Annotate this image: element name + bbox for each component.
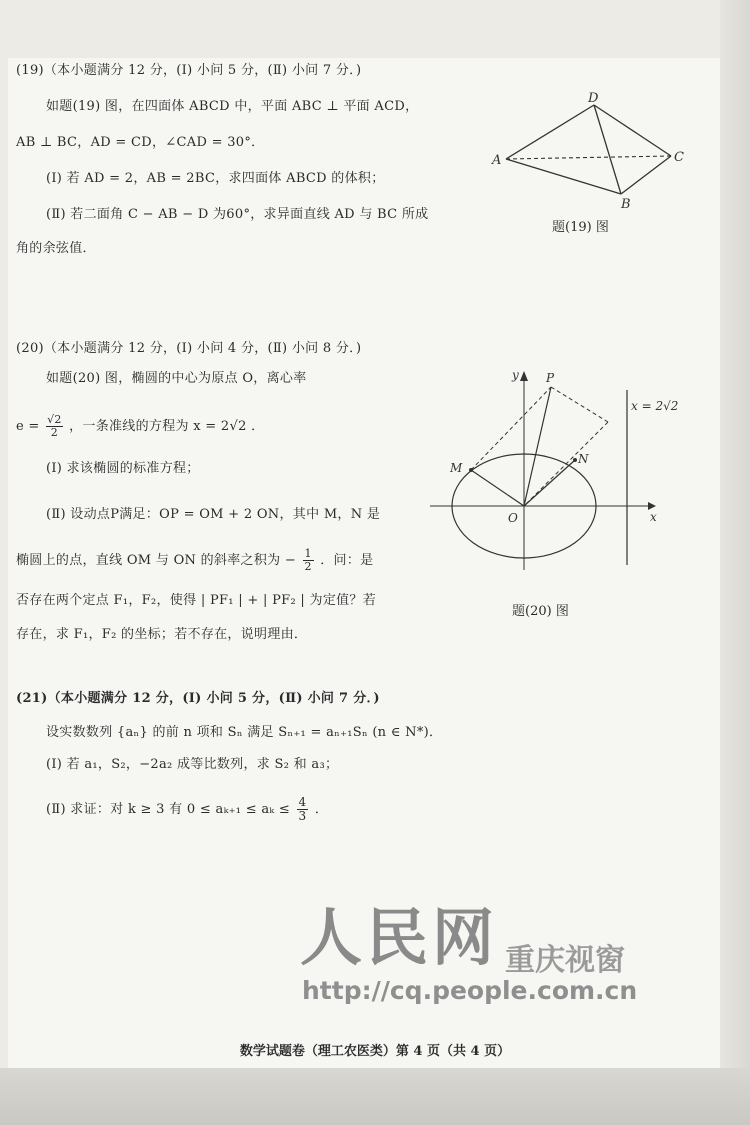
q20-slope-denominator: 2 bbox=[304, 560, 312, 573]
q19-line2: AB ⊥ BC，AD = CD，∠CAD = 30°． bbox=[16, 135, 265, 150]
q20-line2 bbox=[16, 414, 264, 439]
watermark-url: http://cq.people.com.cn bbox=[302, 976, 638, 1005]
q20-part2b-text: 椭圆上的点，直线 OM 与 ON 的斜率之积为 − bbox=[16, 553, 297, 568]
q20-slope-fraction bbox=[303, 548, 314, 573]
q20-part2a: (Ⅱ) 设动点P满足：OP = OM + 2 ON，其中 M，N 是 bbox=[46, 507, 381, 522]
page-shadow-bottom bbox=[0, 1068, 750, 1125]
q19-label-b: B bbox=[621, 197, 631, 212]
page-shadow-right bbox=[720, 0, 750, 1125]
q20-label-y: y bbox=[512, 368, 519, 382]
q21-bound-fraction bbox=[297, 796, 309, 823]
q20-label-m: M bbox=[450, 461, 463, 475]
q20-eccentricity-label: e = bbox=[16, 419, 40, 434]
q21-part2-rest: ． bbox=[314, 802, 329, 817]
q20-header: (20)（本小题满分 12 分，(Ⅰ) 小问 4 分，(Ⅱ) 小问 8 分．) bbox=[16, 341, 362, 356]
q20-label-n: N bbox=[578, 452, 589, 466]
watermark-sub: 重庆视窗 bbox=[505, 943, 625, 978]
q19-part2b: 角的余弦值． bbox=[16, 241, 96, 256]
q21-part2 bbox=[46, 796, 328, 823]
q20-label-p: P bbox=[546, 371, 555, 385]
q19-part2a: (Ⅱ) 若二面角 C − AB − D 为60°，求异面直线 AD 与 BC 所成 bbox=[46, 207, 429, 222]
q21-part2-text: (Ⅱ) 求证：对 k ≥ 3 有 0 ≤ aₖ₊₁ ≤ aₖ ≤ bbox=[46, 802, 291, 817]
q19-part1: (Ⅰ) 若 AD = 2，AB = 2BC，求四面体 ABCD 的体积； bbox=[46, 171, 385, 186]
q19-tetrahedron-figure bbox=[490, 90, 690, 215]
q20-label-o: O bbox=[508, 511, 518, 525]
q19-label-d: D bbox=[588, 91, 599, 106]
q19-line1: 如题(19) 图，在四面体 ABCD 中，平面 ABC ⊥ 平面 ACD， bbox=[46, 99, 419, 114]
q20-ecc-numerator: √2 bbox=[47, 413, 62, 426]
q20-ellipse-figure bbox=[430, 365, 679, 585]
q20-figure-caption: 题(20) 图 bbox=[512, 604, 569, 619]
q20-part2d: 存在，求 F₁，F₂ 的坐标；若不存在，说明理由． bbox=[16, 627, 308, 642]
q20-part2b bbox=[16, 548, 373, 573]
q20-part2c: 否存在两个定点 F₁，F₂，使得 | PF₁ | + | PF₂ | 为定值？若 bbox=[16, 593, 377, 608]
q20-label-x: x bbox=[650, 510, 657, 524]
q20-directrix-label: x = 2√2 bbox=[631, 399, 679, 413]
q19-label-a: A bbox=[492, 153, 502, 168]
q21-bound-numerator: 4 bbox=[298, 795, 307, 809]
q21-part1: (Ⅰ) 若 a₁，S₂，−2a₂ 成等比数列，求 S₂ 和 a₃； bbox=[46, 757, 339, 772]
q21-bound-denominator: 3 bbox=[298, 809, 307, 823]
q20-slope-numerator: 1 bbox=[304, 547, 312, 560]
q20-part1: (Ⅰ) 求该椭圆的标准方程； bbox=[46, 461, 200, 476]
q20-eccentricity-fraction bbox=[46, 414, 63, 439]
q19-header: (19)（本小题满分 12 分，(Ⅰ) 小问 5 分，(Ⅱ) 小问 7 分．) bbox=[16, 63, 362, 78]
q21-line1: 设实数数列 {aₙ} 的前 n 项和 Sₙ 满足 Sₙ₊₁ = aₙ₊₁Sₙ (n ∈ N*)． bbox=[46, 725, 443, 740]
q20-line1: 如题(20) 图，椭圆的中心为原点 O，离心率 bbox=[46, 371, 307, 386]
page-footer: 数学试题卷（理工农医类）第 4 页（共 4 页） bbox=[239, 1044, 511, 1059]
q20-ecc-denominator: 2 bbox=[50, 426, 59, 439]
q19-figure-caption: 题(19) 图 bbox=[552, 220, 609, 235]
q20-part2b-rest: ．问：是 bbox=[320, 553, 374, 568]
q20-directrix-text: ，一条准线的方程为 x = 2√2 ． bbox=[69, 419, 265, 434]
q19-label-c: C bbox=[674, 150, 684, 165]
watermark-brand: 人民网 bbox=[300, 901, 499, 974]
q21-header: (21)（本小题满分 12 分，(Ⅰ) 小问 5 分，(Ⅱ) 小问 7 分．) bbox=[16, 691, 380, 706]
